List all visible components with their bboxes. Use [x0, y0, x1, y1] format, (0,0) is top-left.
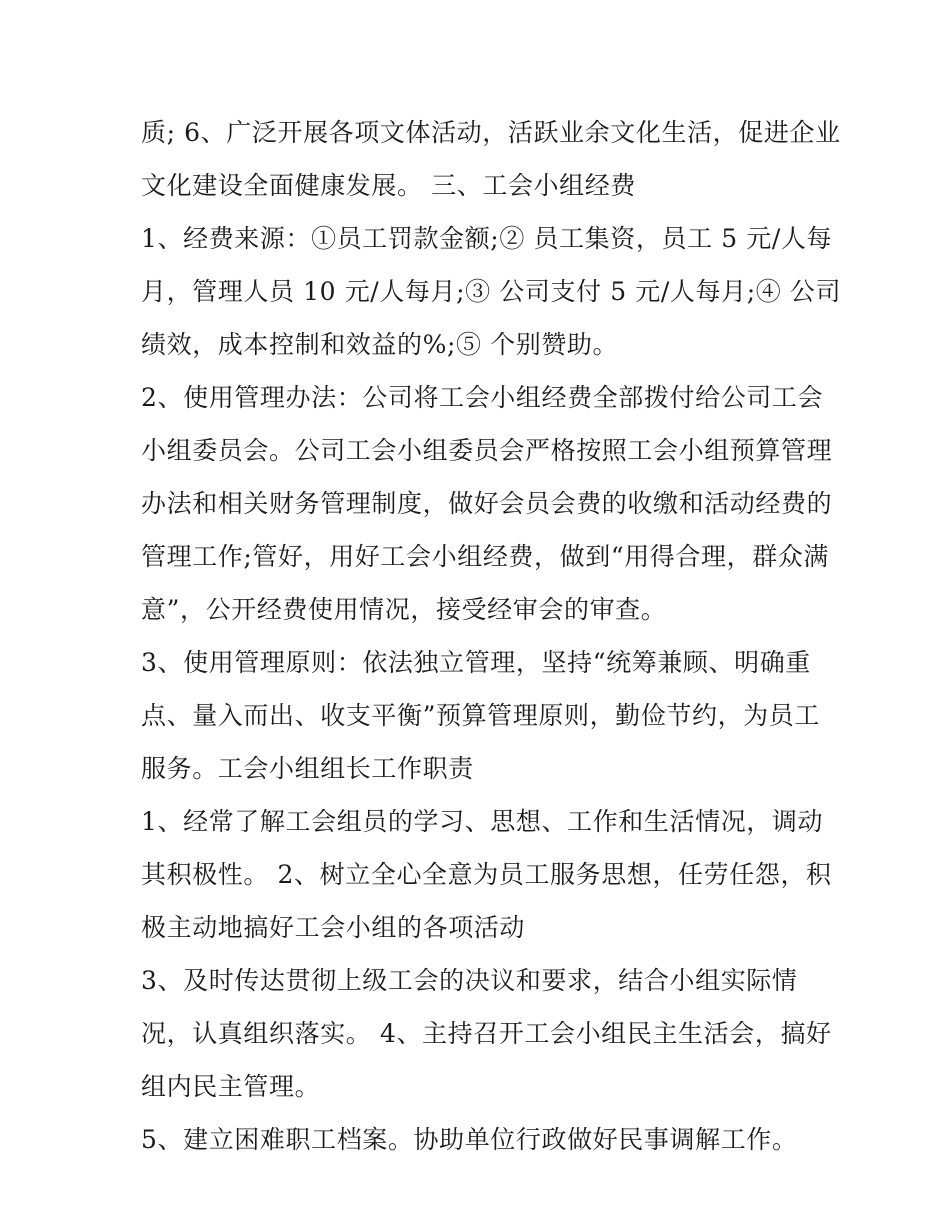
text-line: 意”，公开经费使用情况，接受经审会的审查。 [141, 595, 667, 624]
paragraph-duties-3-4 [141, 954, 832, 1113]
paragraph-management-method [141, 371, 833, 636]
text-line: 文化建设全面健康发展。 三、工会小组经费 [141, 171, 636, 200]
text-line: 月，管理人员 10 元/人每月;③ 公司支付 5 元/人每月;④ 公司 [141, 277, 842, 306]
text-line: 况，认真组织落实。 4、主持召开工会小组民主生活会，搞好 [141, 1019, 832, 1048]
paragraph-duty-5 [141, 1113, 821, 1166]
text-line: 小组委员会。公司工会小组委员会严格按照工会小组预算管理 [141, 436, 833, 465]
document-body [141, 106, 842, 1166]
text-line: 1、经常了解工会组员的学习、思想、工作和生活情况，调动 [141, 807, 824, 836]
text-line: 1、经费来源：①员工罚款金额;② 员工集资，员工 5 元/人每 [141, 224, 833, 253]
text-line: 服务。工会小组组长工作职责 [141, 754, 474, 783]
paragraph-activities [141, 106, 841, 212]
text-line: 办法和相关财务管理制度，做好会员会费的收缴和活动经费的 [141, 489, 833, 518]
text-line: 组内民主管理。 [141, 1072, 321, 1101]
paragraph-management-principle [141, 636, 821, 795]
text-line: 其积极性。 2、树立全心全意为员工服务思想，任劳任怨，积 [141, 860, 832, 889]
text-line: 管理工作;管好，用好工会小组经费，做到“用得合理，群众满 [141, 542, 830, 571]
text-line: 点、量入而出、收支平衡”预算管理原则，勤俭节约，为员工 [141, 701, 820, 730]
text-line: 极主动地搞好工会小组的各项活动 [141, 913, 526, 942]
text-line: 质; 6、广泛开展各项文体活动，活跃业余文化生活，促进企业 [141, 118, 841, 147]
paragraph-funding-sources [141, 212, 842, 371]
text-line: 2、使用管理办法：公司将工会小组经费全部拨付给公司工会 [141, 383, 824, 412]
text-line: 绩效，成本控制和效益的%;⑤ 个别赞助。 [141, 330, 619, 359]
text-line: 3、使用管理原则：依法独立管理，坚持“统筹兼顾、明确重 [141, 648, 811, 677]
text-line: 3、及时传达贯彻上级工会的决议和要求，结合小组实际情 [141, 966, 798, 995]
text-line: 5、建立困难职工档案。协助单位行政做好民事调解工作。 [141, 1125, 798, 1154]
paragraph-duties-1-2 [141, 795, 832, 954]
